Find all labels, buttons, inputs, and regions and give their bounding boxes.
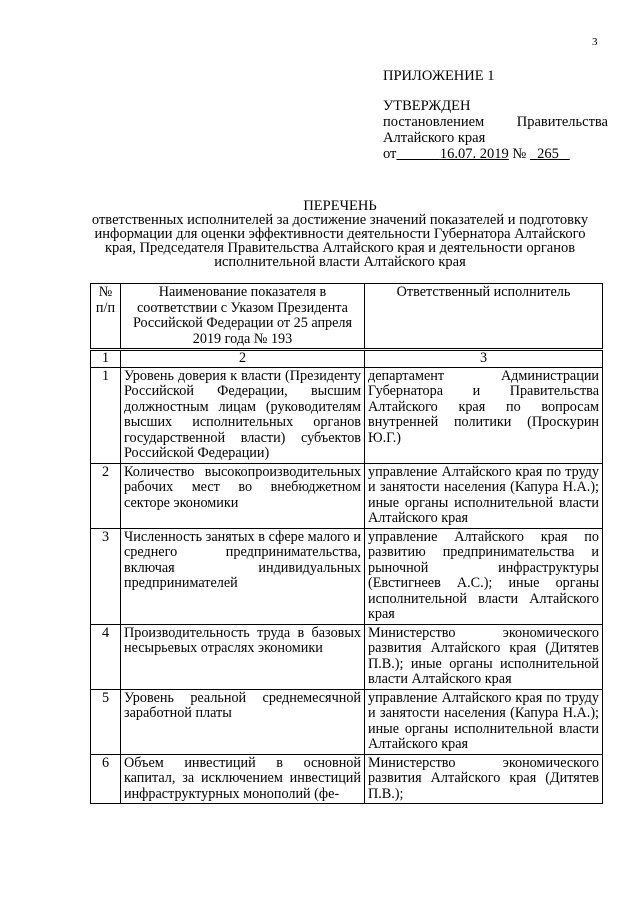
table-row (91, 528, 603, 624)
page-number: 3 (592, 36, 598, 48)
row-number: 2 (91, 463, 121, 528)
row-executor: Министерство экономического развития Алтайского края (Дитятев П.В.); (365, 754, 603, 804)
appendix-title: ПРИЛОЖЕНИЕ 1 (383, 68, 495, 84)
approved-by-region: Алтайского края (383, 130, 486, 146)
header-number: № п/п (91, 284, 121, 350)
approval-date-line (383, 146, 608, 162)
header-executor: Ответственный исполнитель (365, 284, 603, 350)
row-number: 3 (91, 528, 121, 624)
row-number: 1 (91, 367, 121, 463)
row-indicator: Объем инвестиций в основной капитал, за исключением инвестиций инфраструктурных монополий (фе- (121, 754, 365, 804)
row-executor: управление Алтайского края по развитию предпринимательства и рыночной инфраструктуры (Евстигнеев А.С.); иные органы исполнительной власти Алтайского края (365, 528, 603, 624)
column-number: 3 (365, 350, 603, 368)
table-row (91, 754, 603, 804)
document-subtitle: ответственных исполнителей за достижение значений показателей и подготовку информации для оценки эффективности деятельности Губернатора Алтайского края, Председателя Правительства Алтайского края и деятельности органов исполнительной власти Алтайского края (91, 212, 589, 270)
table-row (91, 367, 603, 463)
row-executor: управление Алтайского края по труду и занятости населения (Капура Н.А.); иные органы исполнительной власти Алтайского края (365, 689, 603, 754)
row-number: 5 (91, 689, 121, 754)
approval-date: 16.07. 2019 (439, 146, 509, 162)
column-number: 1 (91, 350, 121, 368)
approved-label: УТВЕРЖДЕН (383, 98, 471, 114)
document-heading (80, 199, 600, 269)
column-number-row (91, 350, 603, 368)
approval-block (383, 68, 608, 162)
document-title: ПЕРЕЧЕНЬ (303, 198, 377, 214)
row-indicator: Производительность труда в базовых несырьевых отраслях экономики (121, 624, 365, 689)
table-header-row (91, 284, 603, 350)
column-number: 2 (121, 350, 365, 368)
table-row (91, 463, 603, 528)
date-prefix: от (383, 146, 397, 162)
decree-number: 265 (537, 146, 559, 162)
row-number: 6 (91, 754, 121, 804)
row-indicator: Уровень доверия к власти (Президенту Российской Федерации, высшим должностным лицам (руководителям высших исполнительных органов государственной власти) субъектов Российской Федерации) (121, 367, 365, 463)
header-indicator: Наименование показателя в соответствии с Указом Президента Российской Федерации от 25 апреля 2019 года № 193 (121, 284, 365, 350)
row-indicator: Количество высокопроизводительных рабочих мест во внебюджетном секторе экономики (121, 463, 365, 528)
number-prefix: № (512, 146, 527, 162)
responsibility-table (90, 283, 603, 804)
approved-by-body: Правительства (516, 114, 608, 130)
row-executor: Министерство экономического развития Алтайского края (Дитятев П.В.); иные органы исполнительной власти Алтайского края (365, 624, 603, 689)
row-number: 4 (91, 624, 121, 689)
table-row (91, 689, 603, 754)
approved-by-line (383, 114, 608, 130)
row-indicator: Уровень реальной среднемесячной заработной платы (121, 689, 365, 754)
approved-by-word: постановлением (383, 114, 485, 130)
table-row (91, 624, 603, 689)
row-indicator: Численность занятых в сфере малого и среднего предпринимательства, включая индивидуальных предпринимателей (121, 528, 365, 624)
row-executor: департамент Администрации Губернатора и Правительства Алтайского края по вопросам внутренней политики (Проскурин Ю.Г.) (365, 367, 603, 463)
row-executor: управление Алтайского края по труду и занятости населения (Капура Н.А.); иные органы исполнительной власти Алтайского края (365, 463, 603, 528)
